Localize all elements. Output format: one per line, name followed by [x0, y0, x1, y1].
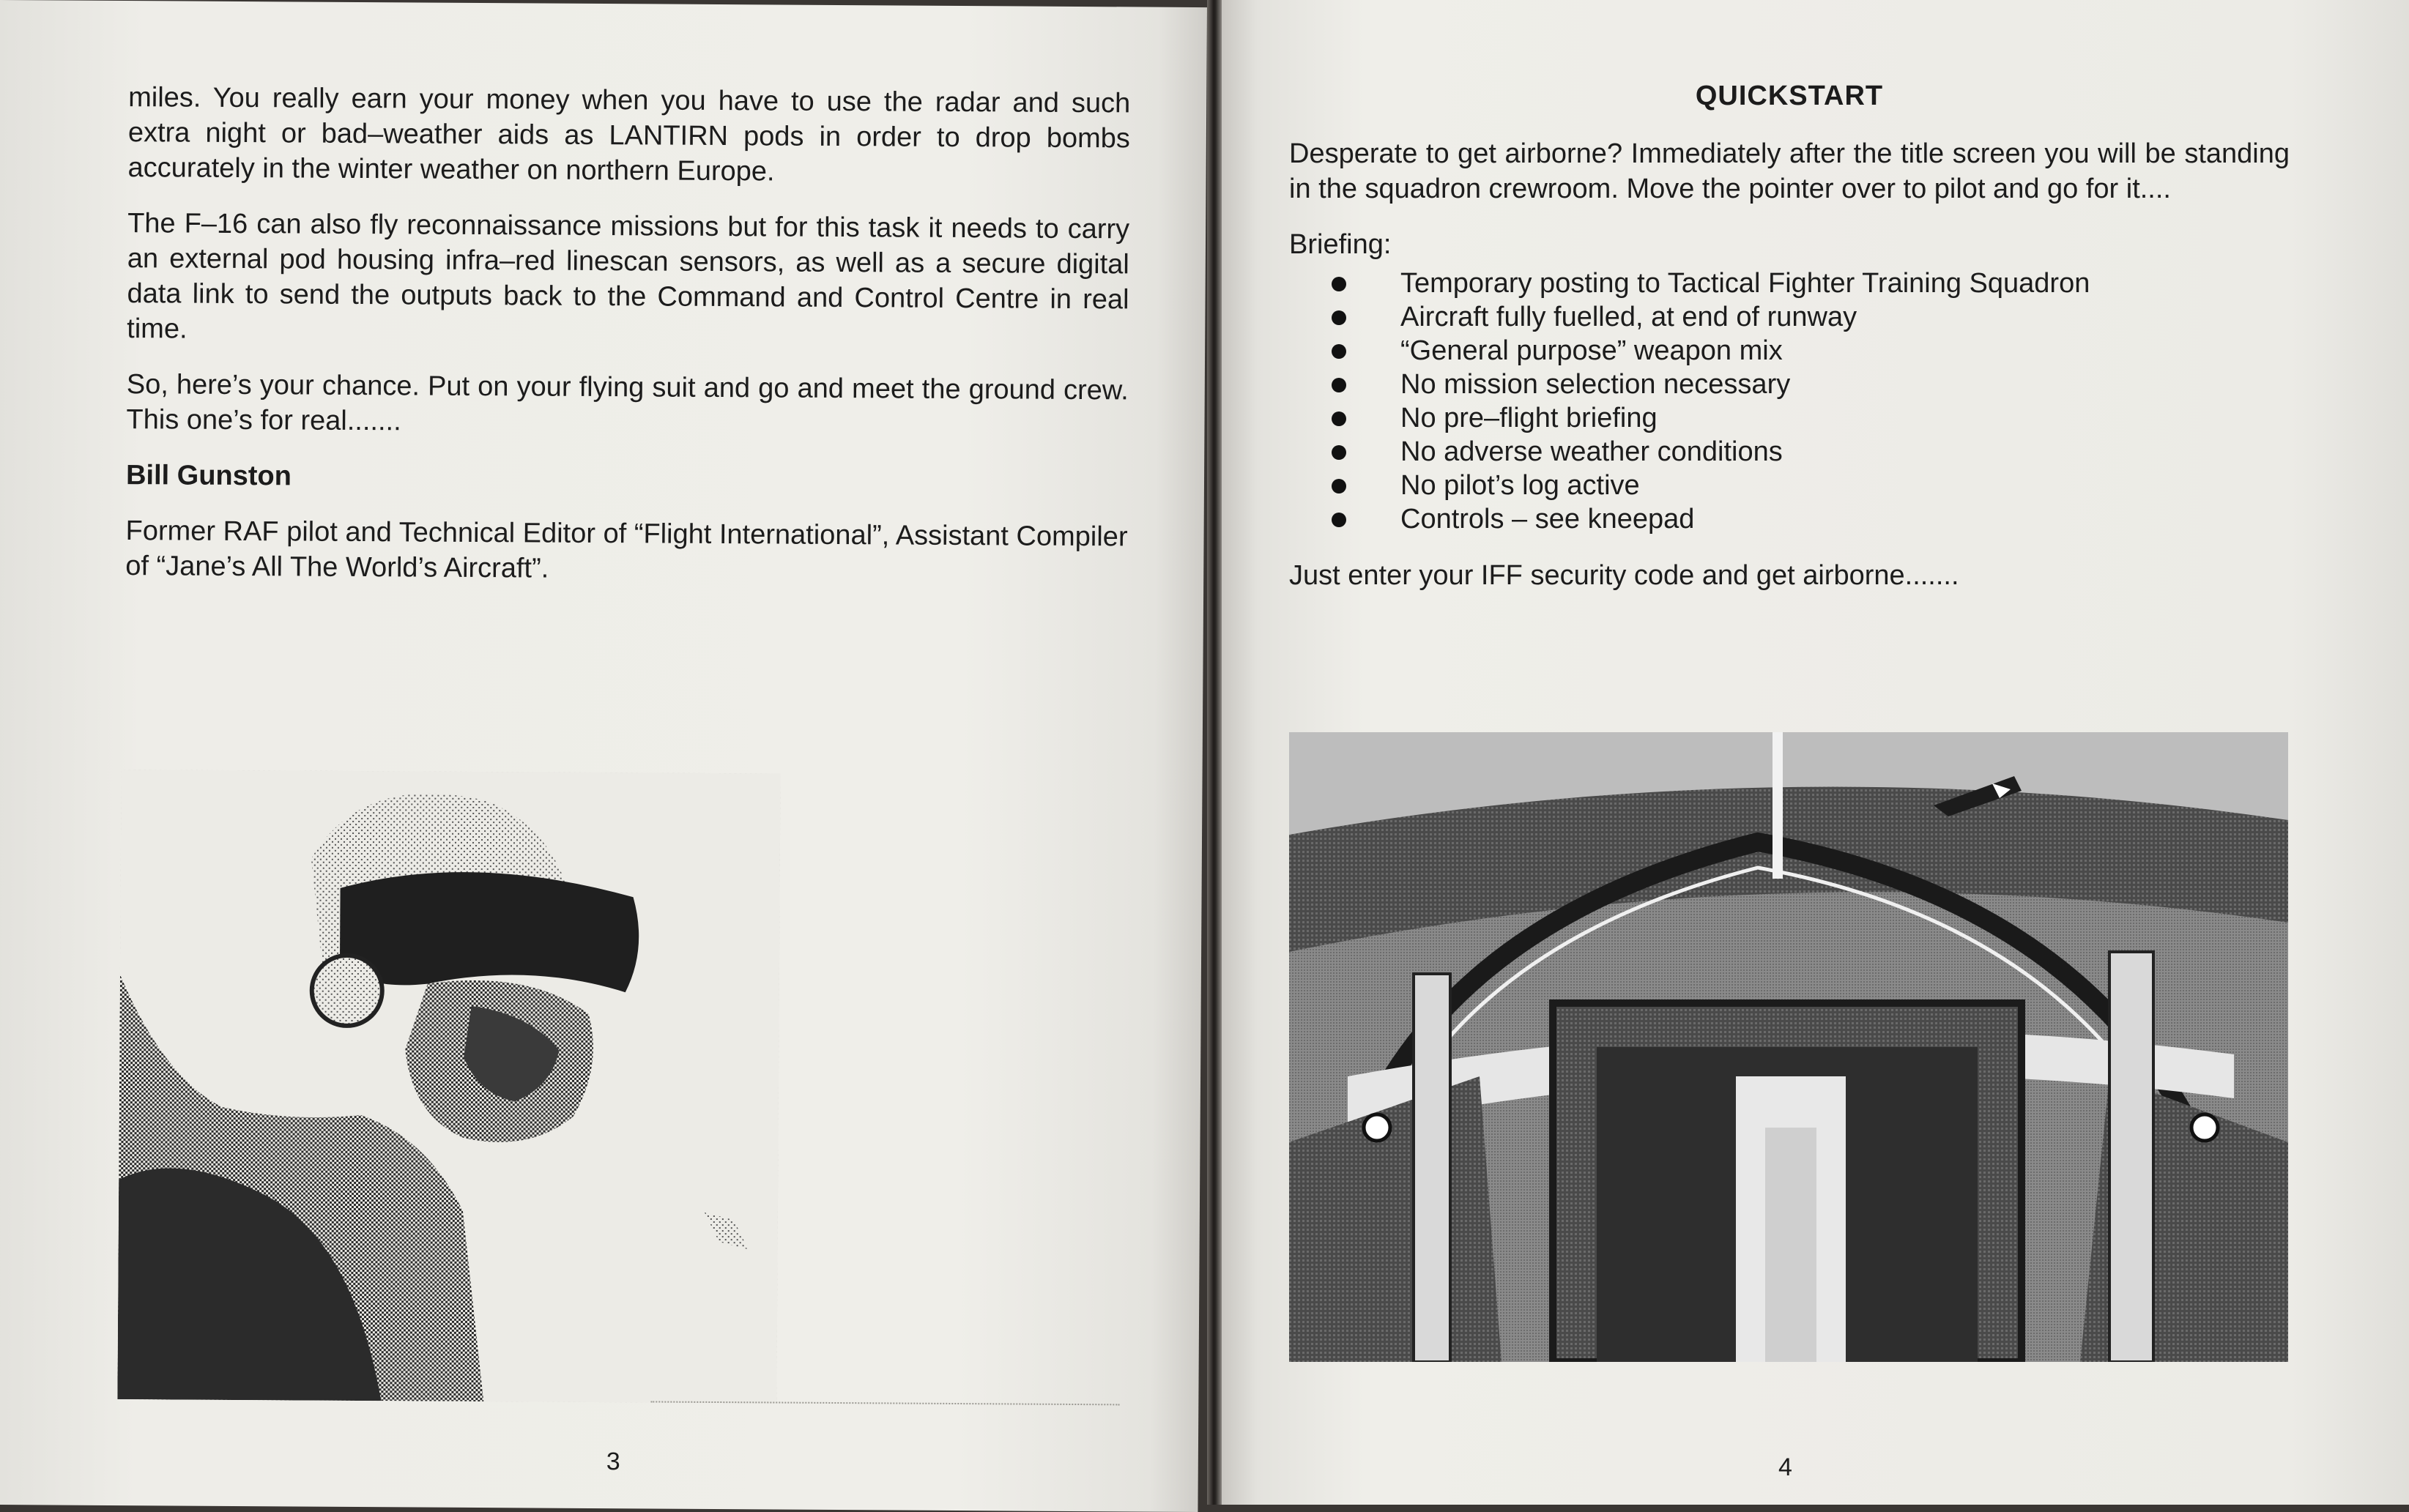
bullet-icon [1332, 411, 1346, 426]
list-item: No adverse weather conditions [1289, 435, 2290, 469]
page-number: 3 [606, 1448, 620, 1476]
bullet-icon [1332, 378, 1346, 392]
bullet-icon [1332, 310, 1346, 325]
list-item: No pre–flight briefing [1289, 401, 2290, 435]
cockpit-screenshot [1289, 732, 2288, 1362]
author-name: Bill Gunston [125, 460, 292, 492]
list-item: Controls – see kneepad [1289, 502, 2290, 536]
briefing-label: Briefing: [1289, 229, 1392, 260]
bullet-icon [1332, 513, 1346, 527]
list-item: Temporary posting to Tactical Fighter Training Squadron [1289, 267, 2290, 300]
briefing-list [1289, 267, 2290, 536]
list-item: “General purpose” weapon mix [1289, 334, 2290, 368]
footer-rule [650, 1401, 1119, 1405]
right-page-text [1289, 136, 2290, 614]
paragraph: miles. You really earn your money when you have to use the radar and such extra night or bad–weather aids as LANTIRN pods in order to drop bombs accurately in the winter weather on northern Europe. [127, 82, 1131, 187]
bullet-icon [1332, 445, 1346, 460]
intro-paragraph: Desperate to get airborne? Immediately after the title screen you will be standing in the squadron crewroom. Move the pointer over to pilot and go for it.... [1289, 138, 2290, 204]
left-page-text [125, 80, 1130, 610]
page-number: 4 [1778, 1453, 1792, 1481]
paragraph: So, here’s your chance. Put on your flying suit and go and meet the ground crew. This one’s for real....... [126, 369, 1129, 437]
pilot-illustration [117, 770, 780, 1403]
book-spine [1207, 0, 1222, 1505]
bullet-icon [1332, 277, 1346, 291]
closing-paragraph: Just enter your IFF security code and get airborne....... [1289, 560, 1959, 591]
list-item: No pilot’s log active [1289, 469, 2290, 502]
list-item: No mission selection necessary [1289, 368, 2290, 401]
paragraph: The F–16 can also fly reconnaissance missions but for this task it needs to carry an external pod housing infra–red linescan sensors, as well as a secure digital data link to send the outputs back to the Command and Control Centre in real time. [127, 208, 1130, 345]
author-bio: Former RAF pilot and Technical Editor of “Flight International”, Assistant Compiler of “Jane’s All The World’s Aircraft”. [125, 515, 1128, 584]
section-title: QUICKSTART [1695, 81, 1884, 111]
bullet-icon [1332, 344, 1346, 359]
list-item: Aircraft fully fuelled, at end of runway [1289, 300, 2290, 334]
bullet-icon [1332, 479, 1346, 494]
